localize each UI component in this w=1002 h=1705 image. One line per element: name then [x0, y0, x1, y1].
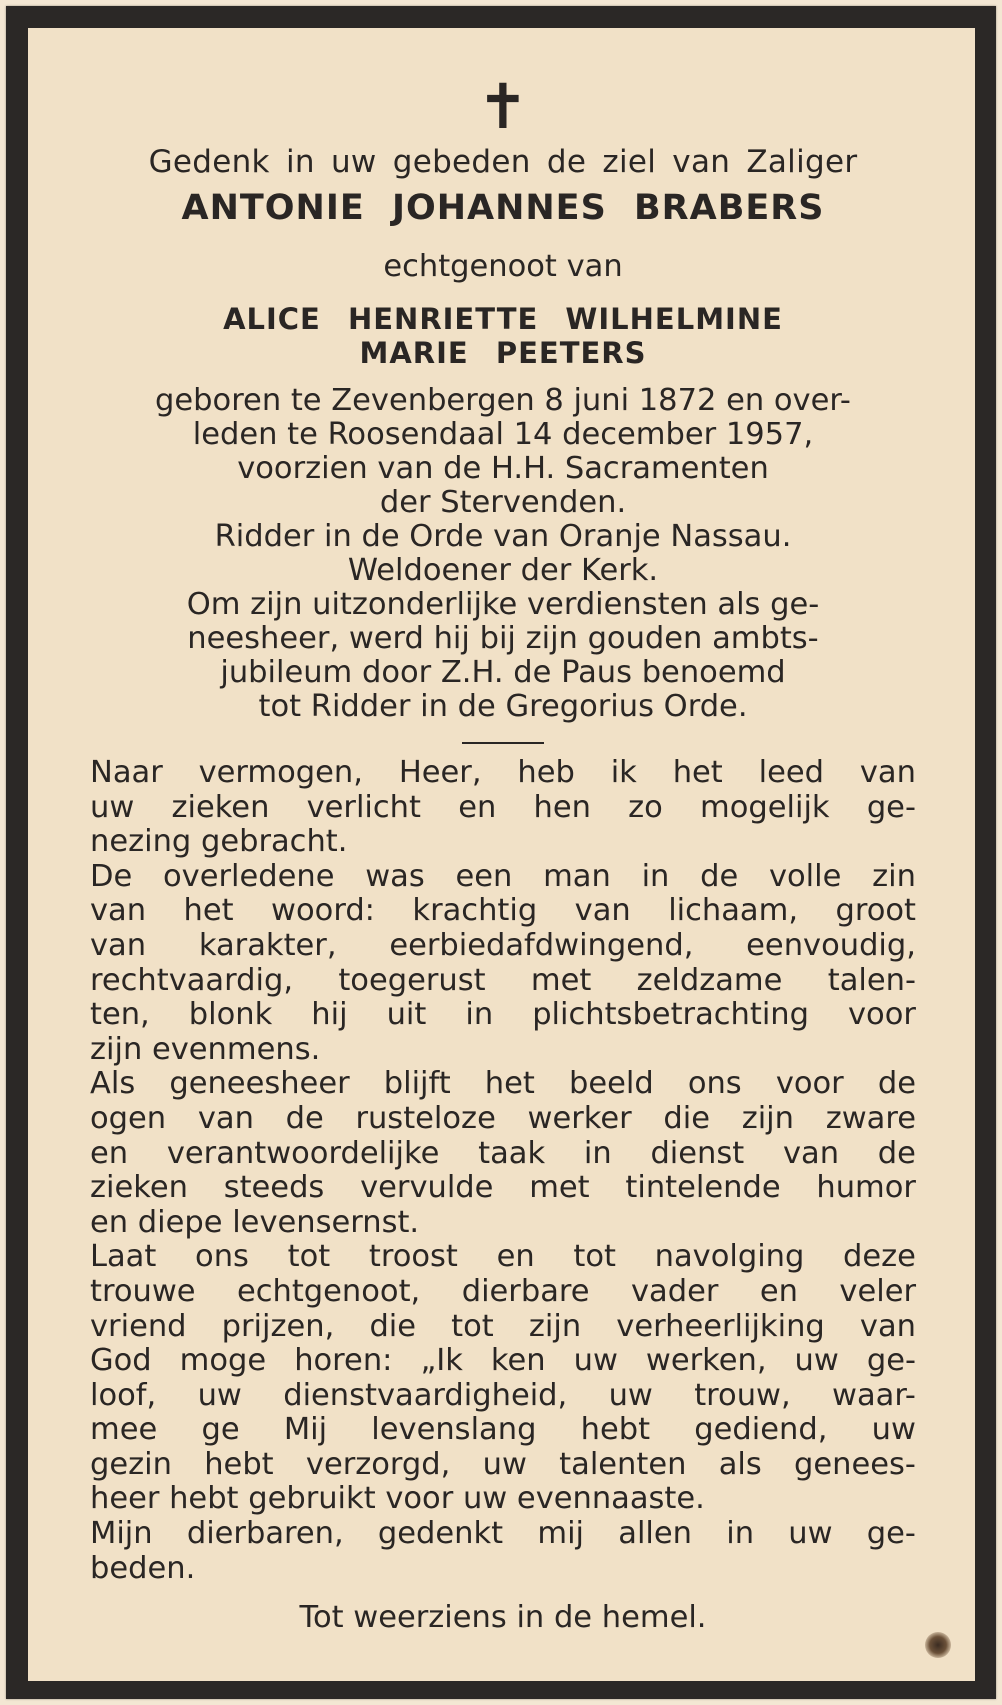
closing-line: Tot weerziens in de hemel.: [299, 1600, 707, 1636]
eulogy-line: nezing gebracht.: [90, 824, 348, 860]
eulogy-line: rechtvaardig, toegerust met zeldzame talen-: [90, 962, 916, 998]
eulogy-line: van het woord: krachtig van lichaam, groot: [90, 893, 916, 929]
paper-stain: [925, 1632, 951, 1658]
eulogy-line: Als geneesheer blijft het beeld ons voor de: [90, 1066, 916, 1102]
eulogy-line: ten, blonk hij uit in plichtsbetrachting voor: [90, 997, 916, 1033]
eulogy-line: God moge horen: „Ik ken uw werken, uw ge-: [90, 1343, 916, 1379]
eulogy-line: vriend prijzen, die tot zijn verheerlijking van: [90, 1308, 916, 1344]
spouse-name-line-1: ALICE HENRIETTE WILHELMINE: [223, 302, 783, 336]
biography-line: voorzien van de H.H. Sacramenten: [237, 451, 769, 486]
biography-line: neesheer, werd hij bij zijn gouden ambts-: [187, 621, 819, 656]
biography-line: jubileum door Z.H. de Paus benoemd: [220, 655, 786, 690]
biography-line: tot Ridder in de Gregorius Orde.: [258, 689, 748, 724]
spouse-name-line-2: MARIE PEETERS: [359, 336, 647, 370]
eulogy-line: ogen van de rusteloze werker die zijn zware: [90, 1100, 916, 1136]
eulogy-line: uw zieken verlicht en hen zo mogelijk ge-: [90, 789, 916, 825]
eulogy-text: [90, 756, 916, 1586]
eulogy-line: beden.: [90, 1550, 196, 1586]
biography-line: der Stervenden.: [379, 485, 627, 520]
eulogy-line: Laat ons tot troost en tot navolging deze: [90, 1239, 916, 1275]
card-content: [90, 68, 916, 1667]
intro-line: Gedenk in uw gebeden de ziel van Zaliger: [148, 144, 858, 180]
eulogy-line: Naar vermogen, Heer, heb ik het leed van: [90, 755, 916, 790]
eulogy-line: zijn evenmens.: [90, 1031, 321, 1067]
eulogy-line: trouwe echtgenoot, dierbare vader en veler: [90, 1273, 916, 1309]
biography-line: leden te Roosendaal 14 december 1957,: [192, 417, 814, 452]
eulogy-line: Mijn dierbaren, gedenkt mij allen in uw ge-: [90, 1516, 916, 1552]
section-divider: [462, 742, 544, 744]
biography-block: [90, 384, 916, 724]
memorial-card: [6, 6, 996, 1699]
biography-line: Weldoener der Kerk.: [347, 553, 659, 588]
biography-line: Om zijn uitzonderlijke verdiensten als ge-: [186, 587, 820, 622]
eulogy-line: loof, uw dienstvaardigheid, uw trouw, waar-: [90, 1377, 916, 1413]
eulogy-line: gezin hebt verzorgd, uw talenten als genees-: [90, 1446, 916, 1482]
deceased-name: ANTONIE JOHANNES BRABERS: [181, 188, 825, 228]
eulogy-line: heer hebt gebruikt voor uw evennaaste.: [90, 1481, 705, 1517]
biography-line: geboren te Zevenbergen 8 juni 1872 en over-: [155, 383, 851, 418]
cross-icon: ✝: [477, 70, 529, 143]
biography-line: Ridder in de Orde van Oranje Nassau.: [214, 519, 792, 554]
eulogy-line: zieken steeds vervulde met tintelende humor: [90, 1170, 916, 1206]
spouse-of-label: echtgenoot van: [383, 249, 623, 284]
eulogy-line: van karakter, eerbiedafdwingend, eenvoudig,: [90, 927, 916, 963]
eulogy-line: en verantwoordelijke taak in dienst van de: [90, 1135, 916, 1171]
eulogy-line: De overledene was een man in de volle zin: [90, 858, 916, 894]
eulogy-line: en diepe levensernst.: [90, 1204, 420, 1240]
eulogy-line: mee ge Mij levenslang hebt gediend, uw: [90, 1412, 916, 1448]
